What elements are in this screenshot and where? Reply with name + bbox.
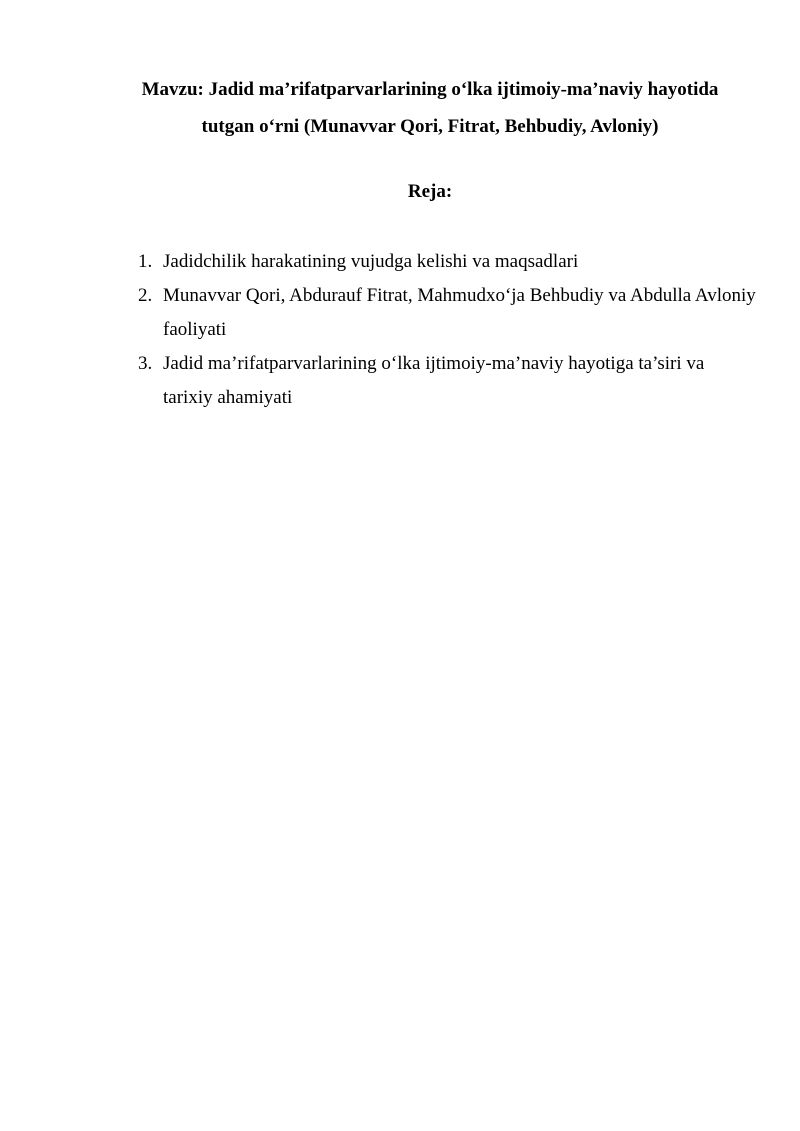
plan-item-text: Munavvar Qori, Abdurauf Fitrat, Mahmudxo‘ja Behbudiy va Abdulla Avloniy faoliyati bbox=[163, 285, 756, 340]
document-title bbox=[100, 71, 760, 145]
plan-item bbox=[138, 245, 758, 279]
plan-item bbox=[138, 347, 758, 415]
plan-item-text: Jadid ma’rifatparvarlarining o‘lka ijtimoiy-ma’naviy hayotiga ta’siri va tarixiy ahamiyati bbox=[163, 353, 705, 408]
plan-heading: Reja: bbox=[407, 181, 453, 202]
document-title-line-2: tutgan o‘rni (Munavvar Qori, Fitrat, Behbudiy, Avloniy) bbox=[201, 116, 659, 137]
plan-item-number: 1. bbox=[138, 251, 153, 272]
plan-item bbox=[138, 279, 758, 347]
plan-list bbox=[138, 245, 758, 415]
plan-item-text: Jadidchilik harakatining vujudga kelishi va maqsadlari bbox=[163, 251, 579, 272]
document-title-line-1: Mavzu: Jadid ma’rifatparvarlarining o‘lka ijtimoiy-ma’naviy hayotida bbox=[141, 79, 719, 100]
plan-item-number: 3. bbox=[138, 353, 153, 374]
plan-item-number: 2. bbox=[138, 285, 153, 306]
